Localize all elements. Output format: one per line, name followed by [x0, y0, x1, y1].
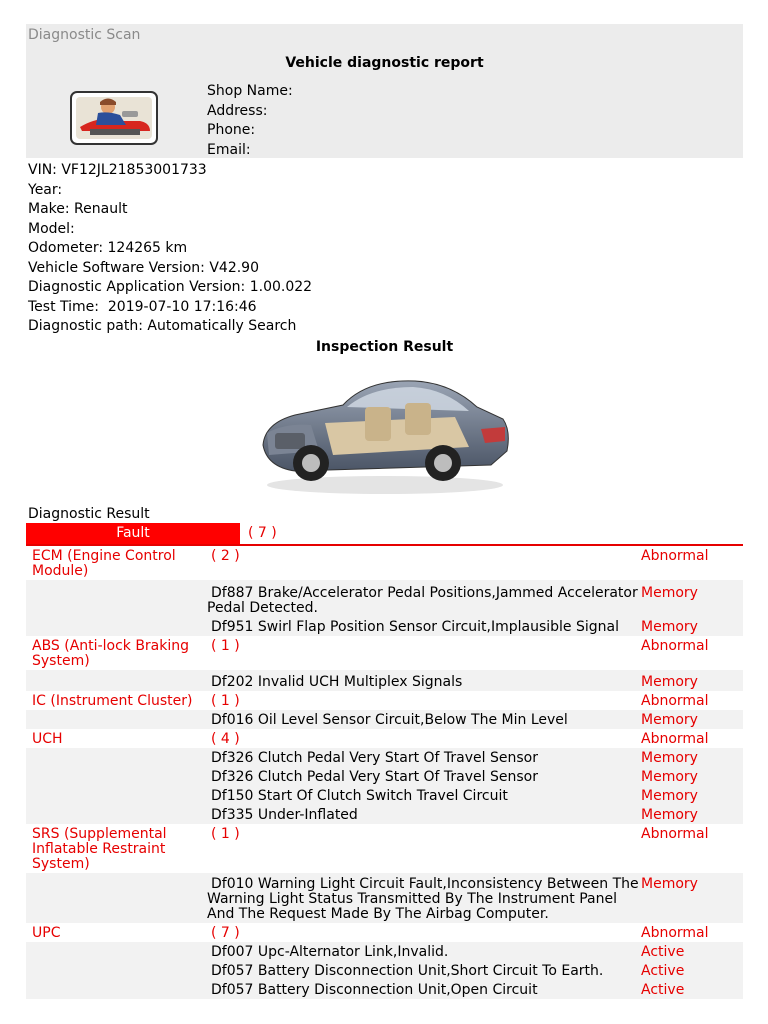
system-count: ( 7 )	[211, 924, 240, 941]
odometer: Odometer: 124265 km	[28, 240, 188, 256]
code-state: Active	[641, 981, 685, 998]
report-title: Vehicle diagnostic report	[285, 55, 484, 71]
code-row	[26, 617, 743, 636]
code-text: Df010 Warning Light Circuit Fault,Inconsistency Between The Warning Light Status Transmitted By The Instrument Panel And The Request Made By The Airbag Computer.	[207, 875, 639, 922]
code-state: Memory	[641, 768, 698, 785]
shop-phone-label: Phone:	[207, 122, 256, 138]
code-text: Df016 Oil Level Sensor Circuit,Below The Min Level	[211, 711, 568, 728]
vehicle-info	[26, 161, 743, 337]
code-text: Df057 Battery Disconnection Unit,Open Circuit	[211, 981, 538, 998]
mechanic-logo-icon	[70, 91, 158, 145]
code-row	[26, 748, 743, 767]
code-state: Memory	[641, 749, 698, 766]
fault-tag: Fault	[26, 523, 240, 544]
code-state: Memory	[641, 875, 698, 892]
code-text: Df951 Swirl Flap Position Sensor Circuit,Implausible Signal	[211, 618, 619, 635]
code-text: Df150 Start Of Clutch Switch Travel Circuit	[211, 787, 508, 804]
system-status: Abnormal	[641, 692, 709, 709]
system-status: Abnormal	[641, 924, 709, 941]
vin: VIN: VF12JL21853001733	[28, 162, 207, 178]
code-row	[26, 786, 743, 805]
code-row	[26, 580, 743, 617]
system-row	[26, 691, 743, 710]
system-count: ( 1 )	[211, 692, 240, 709]
code-text: Df326 Clutch Pedal Very Start Of Travel Sensor	[211, 768, 538, 785]
system-status: Abnormal	[641, 730, 709, 747]
fault-bar	[26, 523, 743, 546]
system-name: SRS (Supplemental Inflatable Restraint System)	[32, 825, 167, 872]
fault-table	[26, 546, 743, 999]
code-text: Df057 Battery Disconnection Unit,Short Circuit To Earth.	[211, 962, 604, 979]
app-title: Diagnostic Scan	[28, 27, 141, 43]
shop-name-label: Shop Name:	[207, 83, 293, 99]
inspection-title: Inspection Result	[315, 338, 454, 355]
code-text: Df887 Brake/Accelerator Pedal Positions,Jammed Accelerator Pedal Detected.	[207, 584, 638, 616]
code-row	[26, 767, 743, 786]
system-name: UPC	[32, 924, 61, 941]
system-status: Abnormal	[641, 547, 709, 564]
code-state: Memory	[641, 806, 698, 823]
code-state: Active	[641, 943, 685, 960]
code-row	[26, 710, 743, 729]
shop-info	[207, 82, 293, 160]
system-name: IC (Instrument Cluster)	[32, 692, 193, 709]
system-row	[26, 546, 743, 580]
report-header	[26, 24, 743, 158]
system-name: ABS (Anti-lock Braking System)	[32, 637, 190, 669]
system-count: ( 2 )	[211, 547, 240, 564]
report-page	[26, 24, 743, 999]
app-version: Diagnostic Application Version: 1.00.022	[28, 279, 313, 295]
model: Model:	[28, 220, 75, 237]
system-row	[26, 923, 743, 942]
system-row	[26, 729, 743, 748]
code-row	[26, 805, 743, 824]
code-state: Memory	[641, 787, 698, 804]
test-time: Test Time: 2019-07-10 17:16:46	[28, 298, 257, 315]
code-text: Df326 Clutch Pedal Very Start Of Travel Sensor	[211, 749, 538, 766]
system-count: ( 1 )	[211, 825, 240, 842]
fault-count: ( 7 )	[248, 524, 277, 541]
diagnostic-path: Diagnostic path: Automatically Search	[28, 318, 297, 334]
code-text: Df202 Invalid UCH Multiplex Signals	[211, 673, 463, 690]
car-cutaway-icon	[255, 367, 515, 499]
software-version: Vehicle Software Version: V42.90	[28, 259, 259, 276]
code-text: Df335 Under-Inflated	[211, 806, 358, 823]
year: Year:	[28, 181, 63, 198]
code-row	[26, 961, 743, 980]
code-state: Memory	[641, 584, 698, 601]
system-name: UCH	[32, 730, 63, 747]
code-row	[26, 980, 743, 999]
code-state: Active	[641, 962, 685, 979]
code-state: Memory	[641, 711, 698, 728]
code-state: Memory	[641, 673, 698, 690]
code-row	[26, 670, 743, 691]
diagnostic-result-label: Diagnostic Result	[28, 505, 150, 522]
code-state: Memory	[641, 618, 698, 635]
code-row	[26, 873, 743, 923]
shop-email-label: Email:	[207, 141, 251, 158]
make: Make: Renault	[28, 201, 128, 217]
system-count: ( 4 )	[211, 730, 240, 747]
system-count: ( 1 )	[211, 637, 240, 654]
code-text: Df007 Upc-Alternator Link,Invalid.	[211, 943, 449, 960]
system-name: ECM (Engine Control Module)	[32, 547, 176, 579]
system-status: Abnormal	[641, 825, 709, 842]
system-row	[26, 636, 743, 670]
system-status: Abnormal	[641, 637, 709, 654]
code-row	[26, 942, 743, 961]
system-row	[26, 824, 743, 873]
shop-address-label: Address:	[207, 102, 268, 119]
